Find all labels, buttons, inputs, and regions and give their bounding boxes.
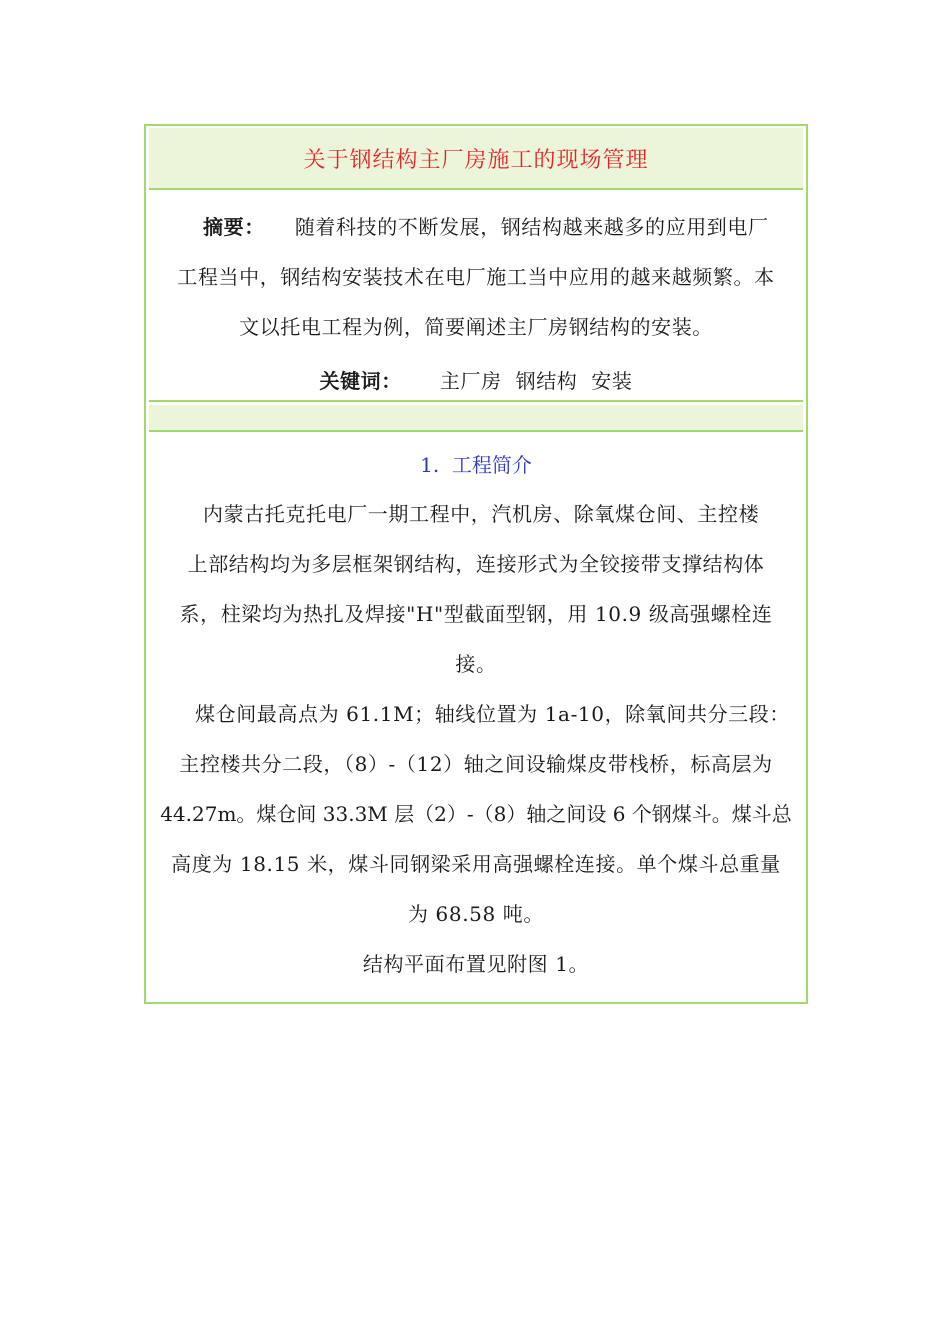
- para1-line-2: 上部结构均为多层框架钢结构，连接形式为全铰接带支撑结构体: [187, 552, 765, 576]
- para2-line-5: 为 68.58 吨。: [408, 902, 544, 926]
- divider-band: [149, 405, 803, 432]
- para1-line-3: 系，柱梁均为热扎及焊接"H"型截面型钢，用 10.9 级高强螺栓连: [179, 602, 773, 626]
- keywords-label: 关键词：: [319, 369, 402, 393]
- para2-line-2: 主控楼共分二段，（8）-（12）轴之间设输煤皮带栈桥，标高层为: [179, 752, 773, 776]
- abstract-line-2: 工程当中，钢结构安装技术在电厂施工当中应用的越来越频繁。本: [177, 265, 775, 289]
- para3: 结构平面布置见附图 1。: [362, 952, 590, 976]
- para1-line-4: 接。: [455, 652, 497, 676]
- abstract-text-1: 随着科技的不断发展，钢结构越来越多的应用到电厂: [294, 215, 769, 239]
- abstract-line-1: [157, 202, 795, 252]
- keywords-value: 主厂房 钢结构 安装: [439, 369, 633, 393]
- para2-line-4: 高度为 18.15 米，煤斗同钢梁采用高强螺栓连接。单个煤斗总重量: [171, 852, 781, 876]
- body-section: [149, 435, 803, 1002]
- para2-line-3: 44.27m。煤仓间 33.3M 层（2）-（8）轴之间设 6 个钢煤斗。煤斗总: [160, 802, 792, 826]
- para1-line-1: 内蒙古托克托电厂一期工程中，汽机房、除氧煤仓间、主控楼: [203, 502, 760, 526]
- para2-line-1: 煤仓间最高点为 61.1M；轴线位置为 1a-10，除氧间共分三段：: [195, 702, 790, 726]
- document-title: 关于钢结构主厂房施工的现场管理: [303, 147, 649, 173]
- keywords-line: [157, 356, 795, 406]
- abstract-label: 摘要：: [203, 215, 265, 239]
- section-heading: 1. 工程简介: [420, 453, 532, 477]
- document-frame: [144, 124, 808, 1004]
- abstract-section: [149, 192, 803, 402]
- title-row: [149, 128, 803, 190]
- abstract-line-3: 文以托电工程为例，简要阐述主厂房钢结构的安装。: [239, 315, 713, 339]
